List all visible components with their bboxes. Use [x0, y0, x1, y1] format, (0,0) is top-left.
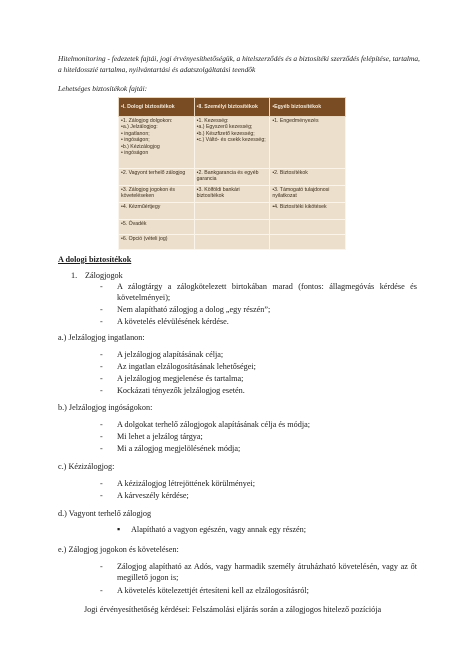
dash-marker: -	[100, 432, 103, 441]
list-item	[100, 420, 417, 431]
list-item	[100, 491, 417, 502]
closing-line: Jogi érvényesíthetőség kérdései: Felszámolási eljárás során a zálogjogos hitelező pozíciója	[84, 605, 382, 614]
list-item-text: Nem alapítható zálogjog a dolog „egy részén”;	[117, 305, 271, 314]
table-cell: •3. Zálogjog jogokon és követeléseken	[119, 186, 195, 203]
list-item-text: Mi lehet a jelzálog tárgya;	[117, 432, 203, 441]
list-item-text: Alapítható a vagyon egészén, vagy annak egy részén;	[131, 525, 307, 534]
table-row	[119, 169, 346, 186]
dash-marker: -	[100, 374, 103, 383]
table-cell: •1. Kezesség: •a.) Egyszerű kezesség; •b.) Készfizető kezesség; •c.) Váltó- és csekk kezesség;	[194, 117, 270, 169]
dash-marker: -	[100, 491, 103, 500]
table-cell: •3. Támogató tulajdonosi nyilatkozat	[270, 186, 346, 203]
dash-marker: -	[100, 362, 103, 371]
list-item	[100, 432, 417, 443]
table-cell: •2. Vagyont terhelő zálogjog	[119, 169, 195, 186]
table-row	[119, 186, 346, 203]
lead-line: Lehetséges biztosítékok fajtái:	[58, 84, 148, 93]
list-item-text: A kárveszély kérdése;	[117, 491, 189, 500]
table-cell: •2. Bankgarancia és egyéb garancia	[194, 169, 270, 186]
dash-marker: -	[100, 479, 103, 488]
subsection-heading: a.) Jelzálogjog ingatlanon:	[58, 333, 145, 342]
list-item-text: A követelés kötelezettjét értesíteni kell az elzálogosításról;	[117, 586, 309, 595]
table-cell: •4. Kézműértjegy	[119, 203, 195, 220]
table-header-row	[119, 98, 346, 117]
list-item	[100, 374, 417, 385]
list-item	[100, 362, 417, 373]
table-cell	[194, 203, 270, 220]
list-item-text: A zálogtárgy a zálogkötelezett birtokában marad (fontos: állagmegóvás kérdése és követelményei);	[117, 282, 417, 302]
table-cell: •3. Kölföldi bankári biztosítékok	[194, 186, 270, 203]
dash-marker: -	[100, 282, 103, 291]
table-header-cell: •II. Személyi biztosítékok	[194, 98, 270, 117]
table-row	[119, 203, 346, 220]
table-cell: •6. Opció (vételi jog)	[119, 235, 195, 250]
table-cell: •1. Engedményezés	[270, 117, 346, 169]
table-cell: •5. Óvadék	[119, 220, 195, 235]
list-item	[117, 525, 417, 536]
table-cell	[270, 235, 346, 250]
list-item-label: Zálogjogok	[85, 271, 123, 280]
bullet-marker: ▪	[117, 524, 121, 534]
list-item-text: A kézizálogjog létrejöttének körülményei;	[117, 479, 256, 488]
dash-marker: -	[100, 386, 103, 395]
dash-marker: -	[100, 586, 103, 595]
list-item-text: Kockázati tényezők jelzálogjog esetén.	[117, 386, 245, 395]
list-item-text: Mi a zálogjog megjelölésének módja;	[117, 444, 241, 453]
table-header-cell: •Egyéb biztosítékok	[270, 98, 346, 117]
table-row	[119, 117, 346, 169]
list-item	[100, 317, 417, 328]
section-title: A dologi biztosítékok	[58, 255, 132, 264]
list-item	[100, 282, 417, 304]
table-cell: •4. Biztosítéki kikötések	[270, 203, 346, 220]
table-row	[119, 220, 346, 235]
subsection-heading: e.) Zálogjog jogokon és követelésen:	[58, 545, 179, 554]
list-item	[100, 562, 417, 584]
dash-marker: -	[100, 562, 103, 571]
collateral-table	[118, 97, 346, 250]
list-item	[100, 350, 417, 361]
table-cell	[194, 220, 270, 235]
dash-marker: -	[100, 350, 103, 359]
list-item-text: Zálogjog alapítható az Adós, vagy harmadik személy átruházható követelésén, vagy az őt megillető jogon is;	[117, 562, 417, 582]
dash-marker: -	[100, 444, 103, 453]
table-header-cell: •I. Dologi biztosítékok	[119, 98, 195, 117]
table-cell	[194, 235, 270, 250]
table-row	[119, 235, 346, 250]
list-item	[100, 305, 417, 316]
table-cell: •2. Biztosítékok	[270, 169, 346, 186]
list-item-text: A követelés elévülésének kérdése.	[117, 317, 229, 326]
list-item-text: A jelzálogjog alapításának célja;	[117, 350, 224, 359]
dash-marker: -	[100, 305, 103, 314]
list-item-text: A jelzálogjog megjelenése és tartalma;	[117, 374, 244, 383]
intro-paragraph: Hitelmonitoring - fedezetek fajtái, jogi érvényesíthetőségük, a hitelszerződés és a biztosítéki szerződés felépítése, tartalma, a hiteldosszié tartalma, nyilvántartási és adatszolgáltatási teendők	[58, 54, 420, 74]
list-item-text: A dolgokat terhelő zálogjogok alapításának célja és módja;	[117, 420, 311, 429]
subsection-heading: b.) Jelzálogjog ingóságokon:	[58, 403, 153, 412]
table-cell	[270, 220, 346, 235]
table-cell: •1. Zálogjog dolgokon: •a.) Jelzálogjog: • ingatlanon; • ingóságon; •b.) Kézizálogjog • ingóságon	[119, 117, 195, 169]
dash-marker: -	[100, 317, 103, 326]
dash-marker: -	[100, 420, 103, 429]
list-item	[100, 479, 417, 490]
list-item	[100, 386, 417, 397]
list-item-text: Az ingatlan elzálogosításának lehetőségei;	[117, 362, 256, 371]
subsection-heading: c.) Kézizálogjog:	[58, 462, 115, 471]
list-item	[100, 586, 417, 597]
subsection-heading: d.) Vagyont terhelő zálogjog	[58, 509, 152, 518]
list-item	[100, 444, 417, 455]
list-number: 1.	[71, 271, 78, 280]
